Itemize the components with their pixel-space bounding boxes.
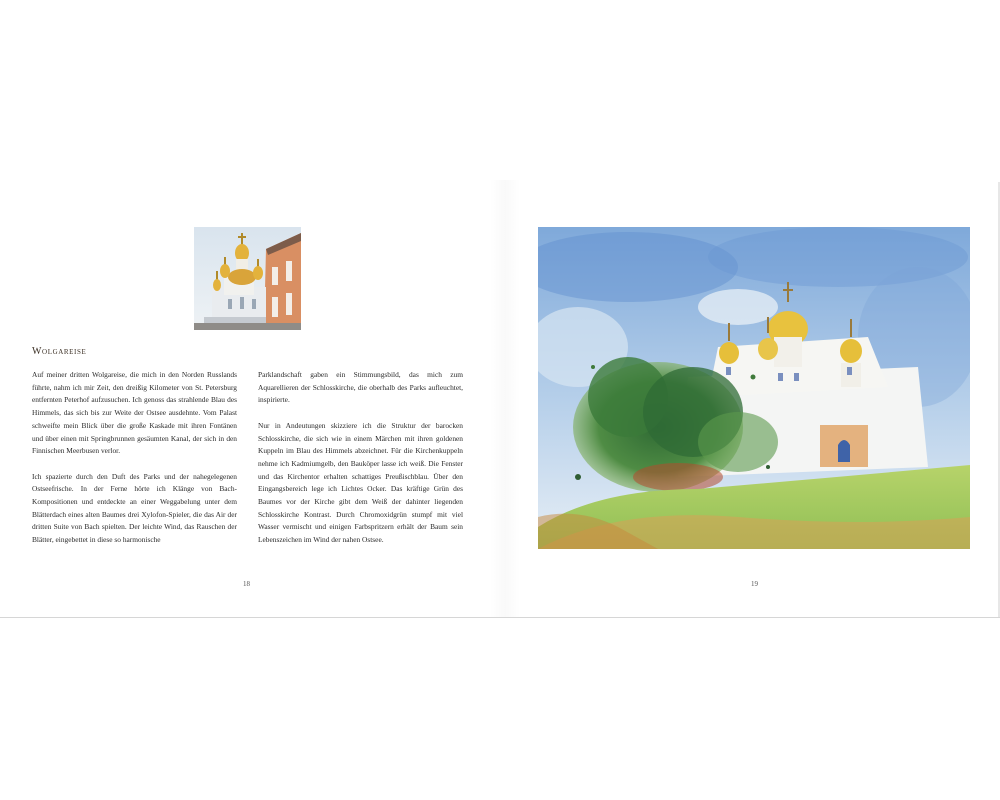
page-number-left: 18 (243, 580, 250, 588)
page-number-right: 19 (751, 580, 758, 588)
text-column-2 (258, 369, 463, 547)
page-bottom-edge (0, 617, 1000, 618)
paragraph: Nur in Andeutungen skizziere ich die Struktur der barocken Schlosskirche, die sich wie in einem Märchen mit ihren goldenen Kuppeln im Blau des Himmels abzeichnet. Für die Kirchenkuppeln nehme ich Kadmiumgelb, den Bauköper lasse ich weiß. Die Fenster und das Kirchentor erhalten schattiges Preußischblau. Über den Eingangsbereich lege ich Lichtes Ocker. Das kräftige Grün des Baumes vor der Kirche gibt dem Weiß der dahinter liegenden Schlosskirche Kontrast. Durch Chromoxidgrün stumpf mit viel Wasser vermischt und einigen Farbspritzern erhält der Baum sein Lebenszeichen im Wind der nahen Ostsee. (258, 420, 463, 545)
text-column-1 (32, 369, 237, 547)
church-photo (194, 227, 301, 330)
section-heading: Wolgareise (32, 346, 87, 357)
paragraph: Auf meiner dritten Wolgareise, die mich in den Norden Russlands führte, nahm ich mir Zeit, den dreißig Kilometer von St. Petersburg entfernten Peterhof aufzusuchen. Ich genoss das strahlende Blau des Himmels, das sich bis zur Weite der Ostsee ausdehnte. Vom Palast schweifte mein Blick über die große Kaskade mit ihren Fontänen und über einen mit Springbrunnen gesäumten Kanal, der sich in den Finnischen Meerbusen verlor. (32, 370, 237, 456)
gutter-shadow (490, 180, 520, 617)
paragraph: Parklandschaft gaben ein Stimmungsbild, das mich zum Aquarellieren der Schlosskirche, die oberhalb des Parks aufleuchtet, inspirierte. (258, 370, 463, 405)
paragraph: Ich spazierte durch den Duft des Parks und der nahegelegenen Ostseefrische. In der Ferne hörte ich Klänge von Bach-Kompositionen und entdeckte an einer Weggabelung unter dem Blätterdach eines alten Baumes drei Xylofon-Spieler, die das Air der dritten Suite von Bach spielten. Der leichte Wind, das Rauschen der Blätter, eingebettet in diese so harmonische (32, 471, 237, 545)
watercolor-painting (538, 227, 970, 549)
